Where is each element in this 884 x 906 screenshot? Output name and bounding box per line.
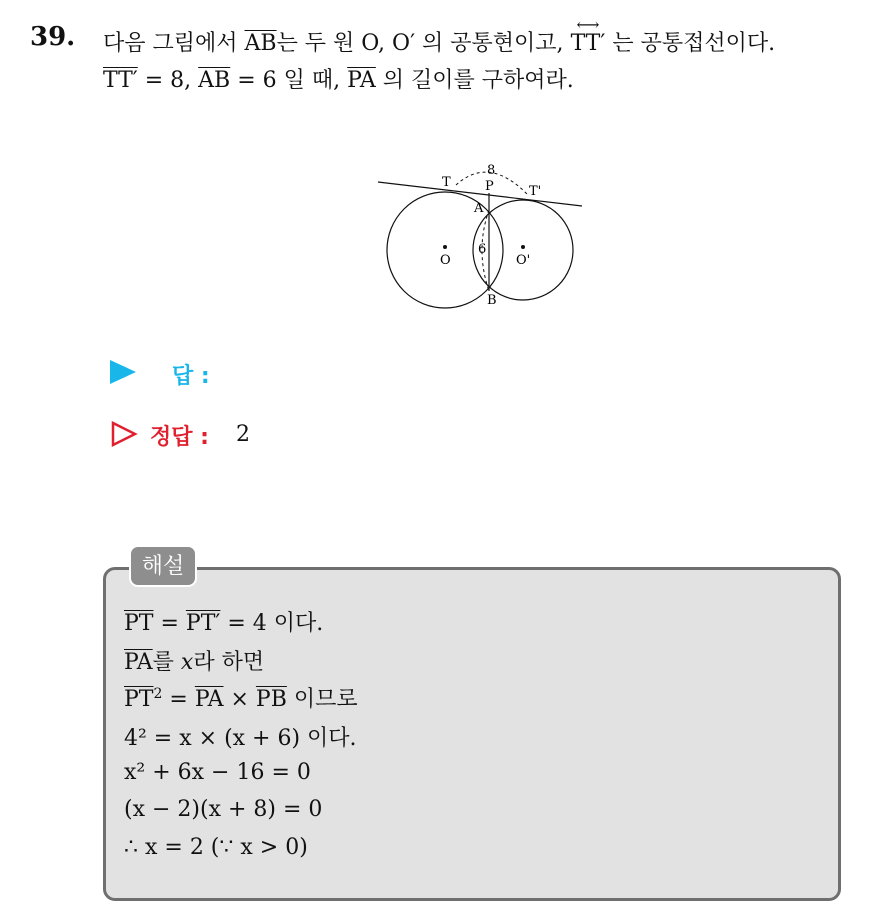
exp1-eq: = [153, 611, 186, 636]
explanation-line-4: 4² = x × (x + 6) 이다. [124, 726, 357, 751]
label-o-prime: O' [516, 253, 531, 268]
circle-o-prime [473, 200, 573, 300]
q2-text-3: 의 길이를 구하여라. [375, 68, 574, 93]
label-t: T [442, 175, 451, 190]
exp2-pa: $\overline{PA}$ [124, 650, 153, 675]
exp1-pt: $\overline{PT}$ [124, 611, 154, 636]
question-line-2 [103, 63, 574, 94]
correct-answer-value: 2 [236, 422, 250, 447]
question-number: 39. [30, 22, 76, 52]
exp1-ptp: PT′ [185, 611, 221, 636]
exp3-pb: $\overline{PB}$ [255, 687, 287, 712]
q2-eq1: = 8, [137, 68, 199, 93]
geometry-figure [370, 155, 590, 315]
exp3-pt: $\overline{PT}$ [124, 687, 154, 712]
answer-marker-icon [110, 360, 136, 384]
center-o-prime-dot [521, 245, 525, 249]
exp3-rest: 이므로 [286, 687, 358, 712]
label-a: A [474, 201, 484, 216]
exp3-sup: 2 [153, 686, 163, 702]
explanation-line-3 [124, 682, 358, 713]
q1-text-1: 다음 그림에서 [103, 31, 245, 56]
explanation-line-1 [124, 606, 323, 637]
explanation-tab: 해설 [129, 545, 197, 587]
explanation-line-5: x² + 6x − 16 = 0 [124, 760, 311, 785]
label-six: 6 [478, 242, 487, 257]
q1-text-3: 는 공통접선이다. [605, 31, 776, 56]
q2-ttp: TT′ [103, 68, 138, 93]
label-p: P [485, 179, 494, 194]
exp3-pa: $\overline{PA}$ [194, 687, 224, 712]
exp2-mid: 를 [152, 650, 181, 675]
answer-label: 답 : [172, 364, 210, 389]
exp1-rest: = 4 이다. [220, 611, 324, 636]
q1-text-2: 는 두 원 O, O′ 의 공통현이고, [276, 31, 571, 56]
center-o-dot [443, 245, 447, 249]
q2-ab: $\overline{AB}$ [198, 68, 231, 93]
explanation-line-7: ∴ x = 2 (∵ x > 0) [124, 835, 308, 860]
question-line-1 [103, 26, 775, 57]
label-t-prime: T' [529, 184, 542, 199]
q2-pa: $\overline{PA}$ [347, 68, 376, 93]
q1-ttp-line: ⟷ TT′ [571, 31, 606, 56]
label-eight: 8 [487, 163, 496, 178]
q2-eq2: = 6 일 때, [230, 68, 348, 93]
label-b: B [487, 293, 497, 308]
exp2-rest: 라 하면 [193, 650, 265, 675]
exp3-eq: = [162, 687, 195, 712]
label-o: O [440, 253, 451, 268]
explanation-line-6: (x − 2)(x + 8) = 0 [124, 797, 323, 822]
exp2-x: x [180, 650, 194, 675]
q1-ab: $\overline{AB}$ [244, 31, 277, 56]
correct-marker-icon [110, 421, 138, 447]
correct-answer-label: 정답 : [150, 425, 209, 450]
explanation-line-2 [124, 645, 264, 676]
exp3-times: × [223, 687, 256, 712]
